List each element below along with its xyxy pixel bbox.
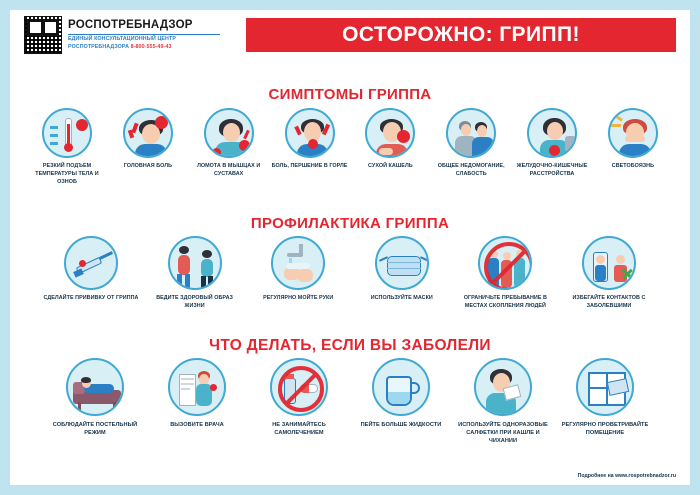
- symptom-label: СВЕТОБОЯЗНЬ: [611, 163, 655, 169]
- brand-subtitle: [68, 36, 238, 51]
- thermometer-fever-icon: [42, 108, 92, 158]
- prevention-grid: [42, 236, 658, 311]
- healthy-lifestyle-icon: [168, 236, 222, 290]
- if-sick-item: [46, 358, 144, 445]
- avoid-sick-contact-icon: [582, 236, 636, 290]
- poster-header: [10, 10, 690, 62]
- prevention-label: ОГРАНИЧЬТЕ ПРЕБЫВАНИЕ В МЕСТАХ СКОПЛЕНИЯ ЛЮДЕЙ: [463, 295, 547, 309]
- if-sick-label: СОБЛЮДАЙТЕ ПОСТЕЛЬНЫЙ РЕЖИМ: [52, 422, 138, 437]
- prevention-item: [249, 236, 347, 311]
- symptom-label: РЕЗКИЙ ПОДЪЕМ ТЕМПЕРАТУРЫ ТЕЛА И ОЗНОБ: [35, 163, 99, 185]
- consult-center-line2: РОСПОТРЕБНАДЗОРА: [68, 43, 129, 50]
- symptom-label: ГОЛОВНАЯ БОЛЬ: [123, 163, 172, 169]
- if-sick-item: [556, 358, 654, 445]
- if-sick-label: НЕ ЗАНИМАЙТЕСЬ САМОЛЕЧЕНИЕМ: [272, 422, 326, 437]
- symptom-item: [190, 108, 268, 186]
- if-sick-label: ИСПОЛЬЗУЙТЕ ОДНОРАЗОВЫЕ САЛФЕТКИ ПРИ КАШЛЕ И ЧИХАНИИ: [458, 422, 548, 445]
- vaccine-syringe-icon: [64, 236, 118, 290]
- prevention-label: ИСПОЛЬЗУЙТЕ МАСКИ: [370, 295, 433, 301]
- if-sick-item: [352, 358, 450, 445]
- prevention-label: ИЗБЕГАЙТЕ КОНТАКТОВ С ЗАБОЛЕВШИМИ: [572, 295, 646, 309]
- wash-hands-icon: [271, 236, 325, 290]
- prevention-item: [353, 236, 451, 311]
- muscle-joint-pain-icon: [204, 108, 254, 158]
- dry-cough-icon: [365, 108, 415, 158]
- symptom-item: [109, 108, 187, 186]
- symptom-item: [513, 108, 591, 186]
- symptom-label: ОБЩЕЕ НЕДОМОГАНИЕ, СЛАБОСТЬ: [437, 163, 505, 177]
- if-sick-item: [148, 358, 246, 445]
- prevention-item: [146, 236, 244, 311]
- if-sick-label: РЕГУЛЯРНО ПРОВЕТРИВАЙТЕ ПОМЕЩЕНИЕ: [561, 422, 649, 437]
- symptom-label: СУХОЙ КАШЕЛЬ: [368, 163, 413, 169]
- symptom-label: ЖЕЛУДОЧНО-КИШЕЧНЫЕ РАССТРОЙСТВА: [516, 163, 588, 177]
- call-doctor-icon: [168, 358, 226, 416]
- if-sick-item: [250, 358, 348, 445]
- if-sick-grid: [46, 358, 654, 445]
- sore-throat-icon: [285, 108, 335, 158]
- photophobia-icon: [608, 108, 658, 158]
- prevention-item: [560, 236, 658, 311]
- stomach-upset-icon: [527, 108, 577, 158]
- prevention-label: РЕГУЛЯРНО МОЙТЕ РУКИ: [263, 295, 334, 301]
- weakness-icon: [446, 108, 496, 158]
- ventilate-room-icon: [576, 358, 634, 416]
- no-crowds-icon: [478, 236, 532, 290]
- section-title-prevention: ПРОФИЛАКТИКА ГРИППА: [250, 215, 450, 232]
- symptom-label: БОЛЬ, ПЕРШЕНИЕ В ГОРЛЕ: [271, 163, 348, 169]
- drink-fluids-icon: [372, 358, 430, 416]
- headache-icon: [123, 108, 173, 158]
- brand-divider: [68, 34, 220, 35]
- section-title-if-sick: ЧТО ДЕЛАТЬ, ЕСЛИ ВЫ ЗАБОЛЕЛИ: [209, 337, 491, 354]
- bed-rest-icon: [66, 358, 124, 416]
- prevention-label: СДЕЛАЙТЕ ПРИВИВКУ ОТ ГРИППА: [43, 295, 139, 301]
- if-sick-label: ПЕЙТЕ БОЛЬШЕ ЖИДКОСТИ: [360, 422, 442, 428]
- prohibition-sign-icon: [278, 366, 324, 412]
- poster-inner: [10, 10, 690, 485]
- prevention-label: ВЕДИТЕ ЗДОРОВЫЙ ОБРАЗ ЖИЗНИ: [156, 295, 233, 309]
- footer-note: Подробнее на www.rospotrebnadzor.ru: [577, 473, 676, 479]
- face-mask-icon: [375, 236, 429, 290]
- symptom-item: [271, 108, 349, 186]
- symptom-item: [432, 108, 510, 186]
- if-sick-label: ВЫЗОВИТЕ ВРАЧА: [170, 422, 224, 428]
- symptom-item: [594, 108, 672, 186]
- if-sick-item: [454, 358, 552, 445]
- symptom-label: ЛОМОТА В МЫШЦАХ И СУСТАВАХ: [197, 163, 261, 177]
- prohibition-sign-icon: [484, 242, 532, 290]
- symptom-item: [28, 108, 106, 186]
- no-self-medication-icon: [270, 358, 328, 416]
- symptoms-grid: [28, 108, 672, 186]
- symptom-item: [351, 108, 429, 186]
- prevention-item: [456, 236, 554, 311]
- consult-center-line1: ЕДИНЫЙ КОНСУЛЬТАЦИОННЫЙ ЦЕНТР: [68, 36, 176, 42]
- hotline-phone: 8-800-555-49-43: [130, 43, 172, 50]
- poster-title-bar: [246, 18, 676, 52]
- qr-code-icon: [24, 16, 62, 54]
- brand-name: РОСПОТРЕБНАДЗОР: [68, 19, 193, 31]
- use-tissues-icon: [474, 358, 532, 416]
- section-title-symptoms: СИМПТОМЫ ГРИППА: [268, 86, 432, 103]
- prevention-item: [42, 236, 140, 311]
- page-title: ОСТОРОЖНО: ГРИПП!: [342, 23, 580, 46]
